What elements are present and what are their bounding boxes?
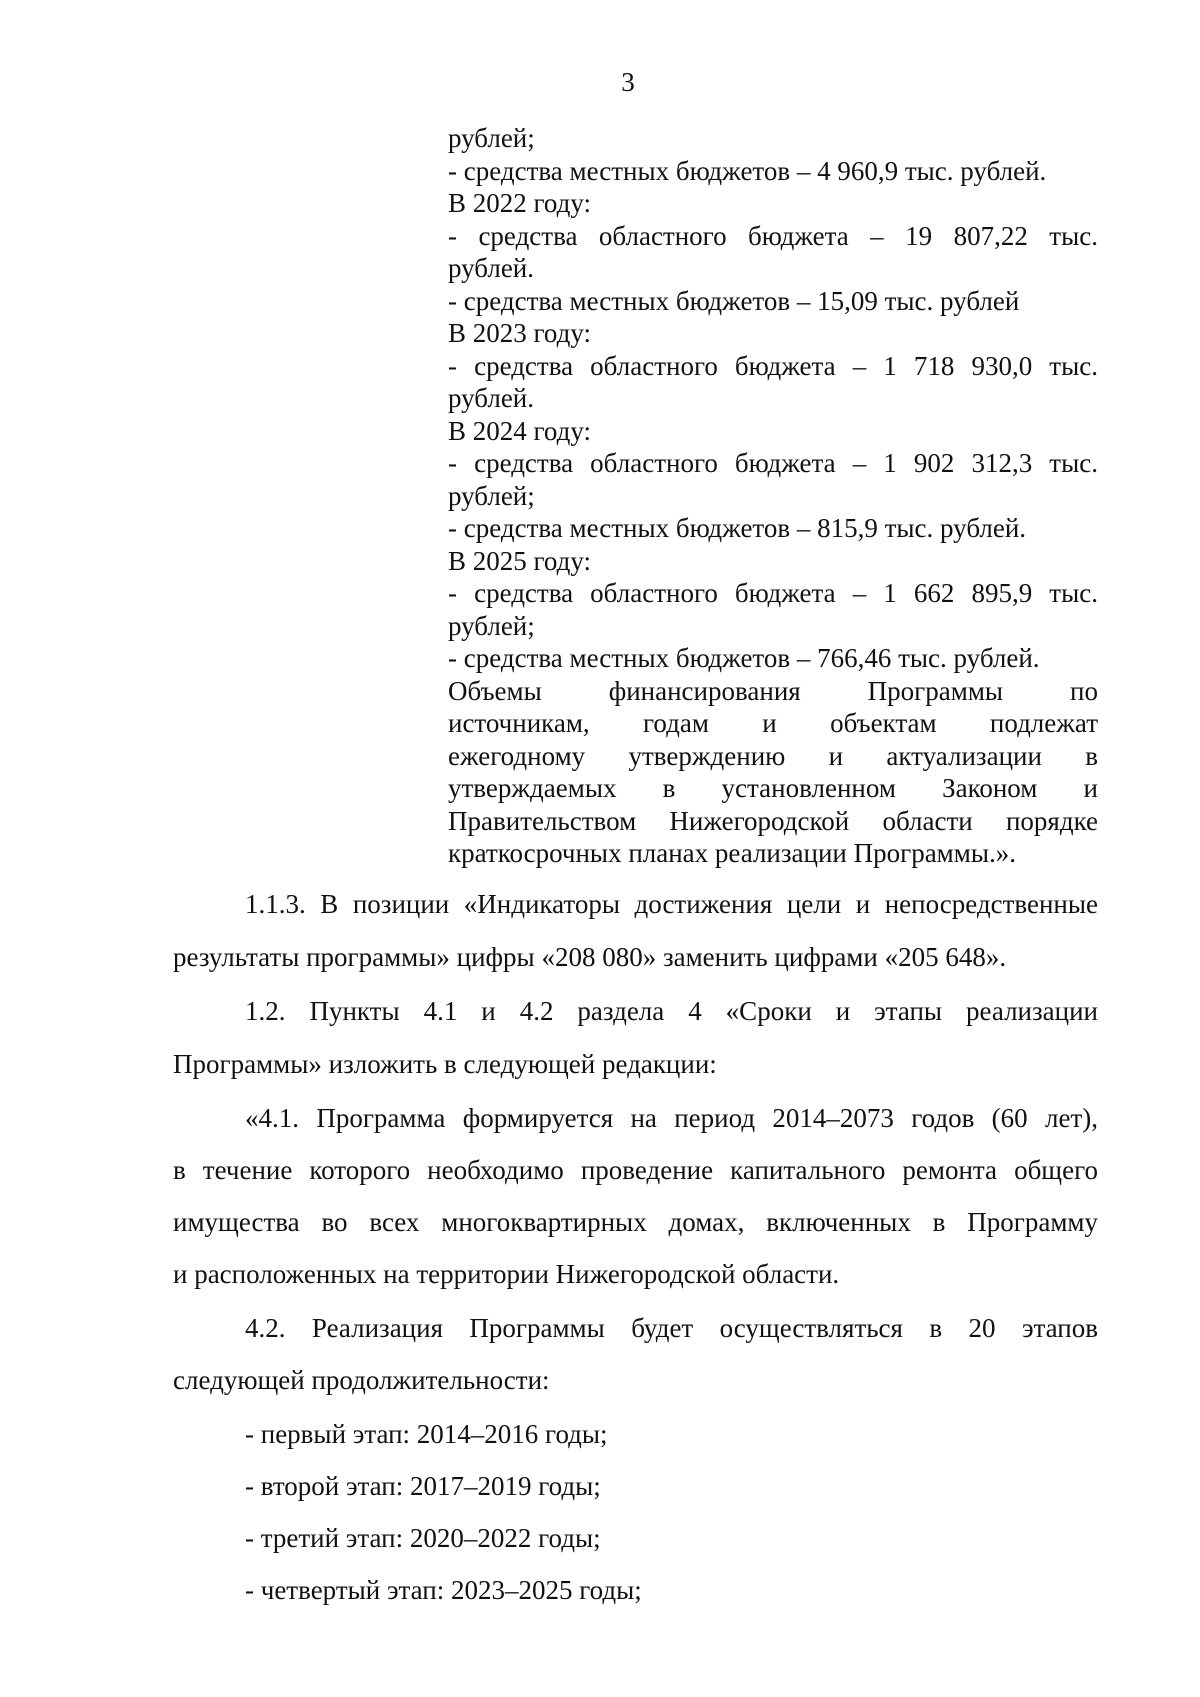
funding-year-heading: В 2025 году: bbox=[448, 545, 592, 576]
page-number: 3 bbox=[621, 67, 635, 97]
paragraph-line: в течение которого необходимо проведение капитального ремонта общего bbox=[173, 1155, 1098, 1185]
funding-volumes-column bbox=[448, 122, 1098, 870]
funding-year-heading: В 2022 году: bbox=[448, 188, 592, 218]
funding-line: - средства местных бюджетов – 766,46 тыс. рублей. bbox=[448, 643, 1040, 673]
funding-line: - средства областного бюджета – 1 902 312,3 тыс. bbox=[448, 448, 1098, 478]
volumes-paragraph-line: Правительством Нижегородской области порядке bbox=[448, 805, 1098, 836]
funding-line: - средства местных бюджетов – 815,9 тыс. рублей. bbox=[448, 513, 1027, 543]
paragraph-4-2 bbox=[173, 1312, 1098, 1396]
funding-line: - средства местных бюджетов – 15,09 тыс. рублей bbox=[448, 285, 1020, 316]
volumes-paragraph-line: ежегодному утверждению и актуализации в bbox=[448, 740, 1098, 771]
funding-line: - средства областного бюджета – 19 807,22 тыс. bbox=[448, 220, 1098, 251]
funding-year-heading: В 2024 году: bbox=[448, 415, 592, 446]
stage-item: - третий этап: 2020–2022 годы; bbox=[245, 1523, 601, 1553]
funding-line: - средства областного бюджета – 1 718 930,0 тыс. bbox=[448, 350, 1098, 381]
funding-line: - средства областного бюджета – 1 662 895,9 тыс. bbox=[448, 578, 1098, 608]
funding-year-heading: В 2023 году: bbox=[448, 318, 592, 348]
paragraph-line: следующей продолжительности: bbox=[173, 1365, 550, 1395]
funding-line: рублей; bbox=[448, 123, 535, 153]
stage-item: - первый этап: 2014–2016 годы; bbox=[245, 1419, 608, 1449]
paragraph-4-1 bbox=[173, 1102, 1098, 1290]
paragraph-line: 1.2. Пункты 4.1 и 4.2 раздела 4 «Сроки и этапы реализации bbox=[245, 996, 1098, 1026]
document-body bbox=[173, 888, 1098, 1606]
funding-line: рублей; bbox=[448, 610, 535, 641]
funding-line: рублей. bbox=[448, 383, 535, 413]
funding-line: - средства местных бюджетов – 4 960,9 тыс. рублей. bbox=[448, 155, 1047, 186]
volumes-paragraph-line: Объемы финансирования Программы по bbox=[448, 675, 1098, 706]
funding-line: рублей; bbox=[448, 480, 535, 511]
volumes-paragraph-line: утверждаемых в установленном Законом и bbox=[448, 773, 1098, 803]
paragraph-line: результаты программы» цифры «208 080» заменить цифрами «205 648». bbox=[173, 942, 1007, 972]
stage-item: - четвертый этап: 2023–2025 годы; bbox=[245, 1575, 642, 1605]
paragraph-1-1-3 bbox=[173, 888, 1098, 973]
volumes-paragraph-line: источникам, годам и объектам подлежат bbox=[448, 708, 1098, 738]
paragraph-line: 1.1.3. В позиции «Индикаторы достижения цели и непосредственные bbox=[245, 889, 1098, 919]
paragraph-line: Программы» изложить в следующей редакции: bbox=[173, 1049, 717, 1079]
paragraph-line: имущества во всех многоквартирных домах, включенных в Программу bbox=[173, 1207, 1098, 1237]
funding-line: рублей. bbox=[448, 253, 535, 283]
paragraph-line: и расположенных на территории Нижегородской области. bbox=[173, 1259, 840, 1289]
stage-item: - второй этап: 2017–2019 годы; bbox=[245, 1471, 601, 1501]
paragraph-line: «4.1. Программа формируется на период 2014–2073 годов (60 лет), bbox=[245, 1103, 1098, 1133]
volumes-paragraph-line: краткосрочных планах реализации Программы.». bbox=[448, 838, 1016, 868]
paragraph-line: 4.2. Реализация Программы будет осуществляться в 20 этапов bbox=[245, 1313, 1098, 1343]
paragraph-1-2 bbox=[173, 995, 1098, 1080]
stages-list bbox=[173, 1418, 1098, 1606]
